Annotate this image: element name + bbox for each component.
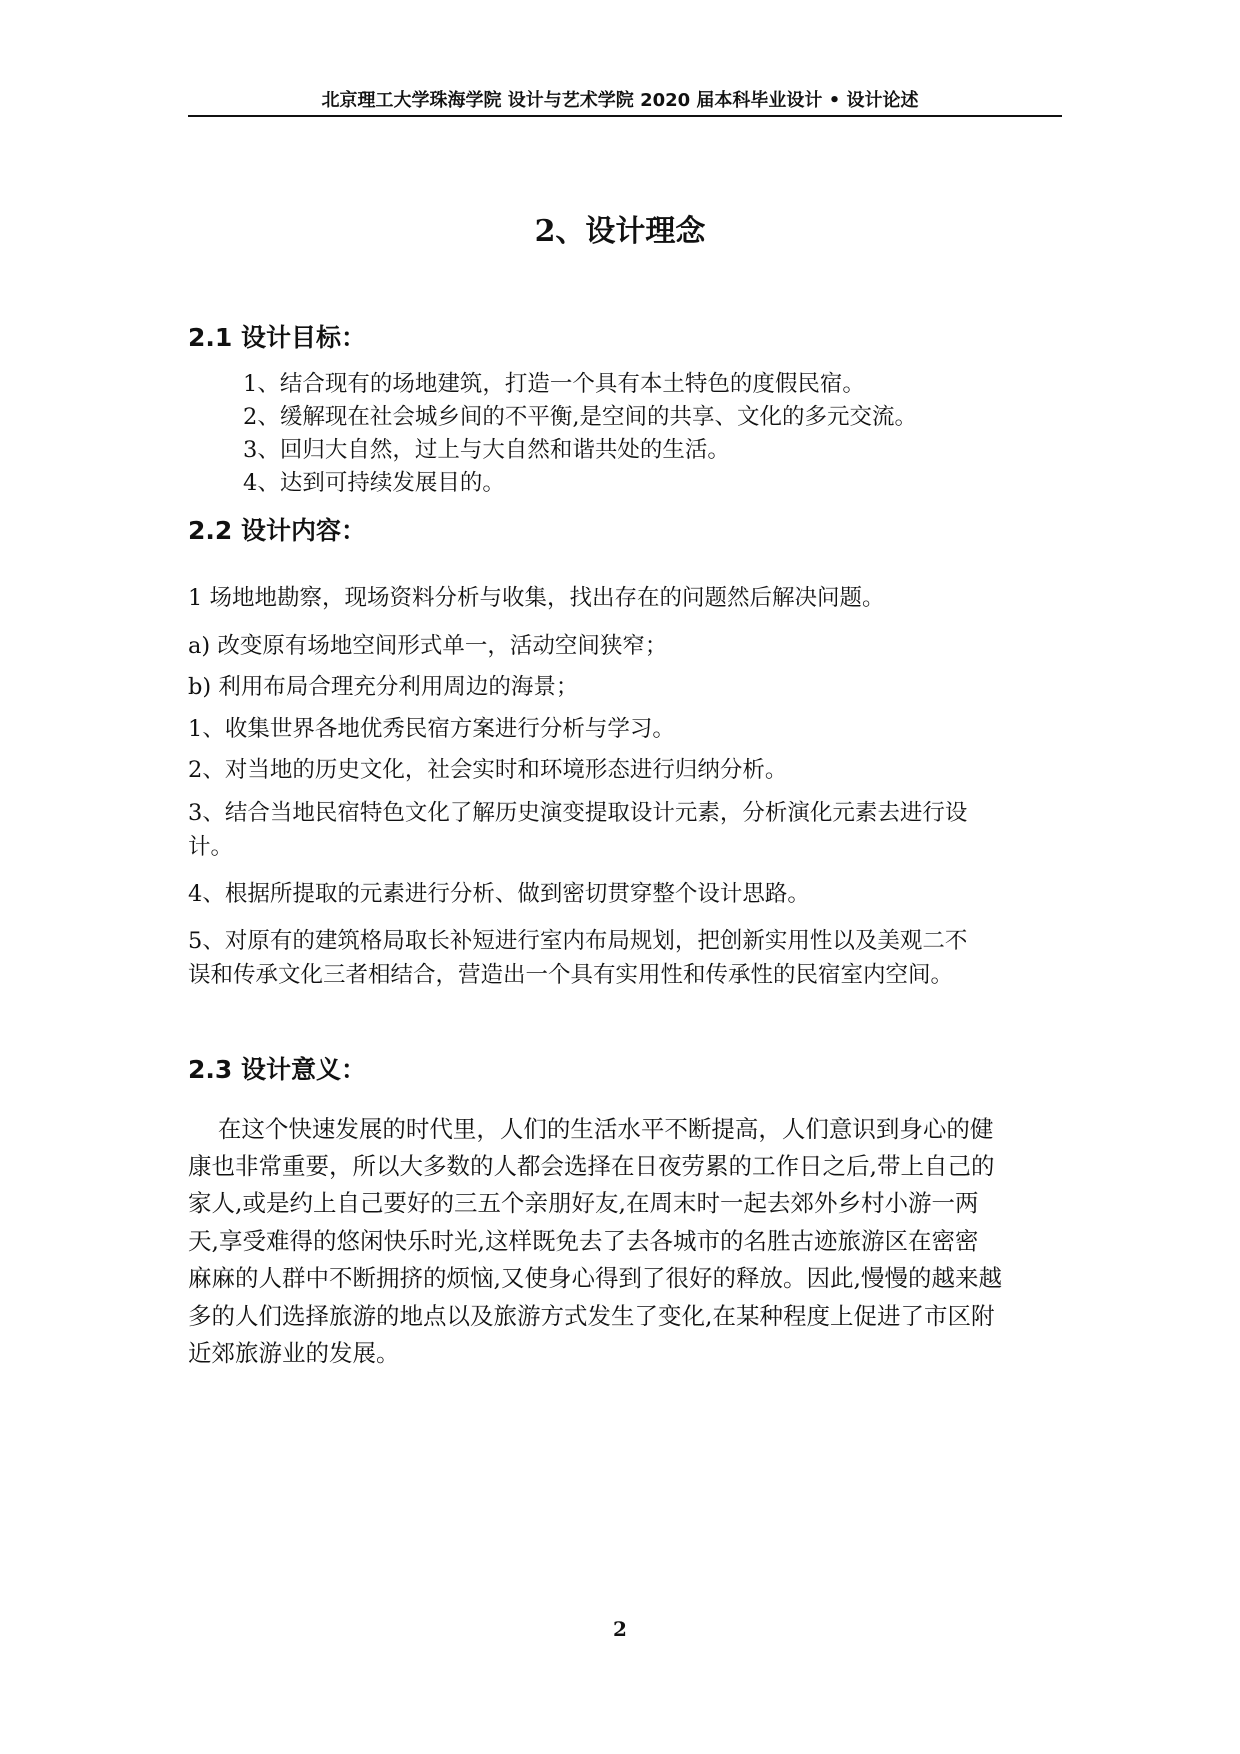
content-line: 4、根据所提取的元素进行分析、做到密切贯穿整个设计思路。: [188, 881, 810, 907]
content-line: 1、收集世界各地优秀民宿方案进行分析与学习。: [188, 716, 675, 742]
content-line: 5、对原有的建筑格局取长补短进行室内布局规划，把创新实用性以及美观二不: [188, 928, 968, 954]
paragraph-line: 天,享受难得的悠闲快乐时光,这样既免去了去各城市的名胜古迹旅游区在密密: [188, 1227, 979, 1255]
content-line: 3、结合当地民宿特色文化了解历史演变提取设计元素，分析演化元素去进行设: [188, 800, 968, 826]
paragraph-line: 康也非常重要，所以大多数的人都会选择在日夜劳累的工作日之后,带上自己的: [188, 1152, 995, 1180]
chapter-title: 2、设计理念: [534, 214, 706, 249]
goal-item: 1、结合现有的场地建筑，打造一个具有本土特色的度假民宿。: [243, 371, 865, 397]
page-number: 2: [613, 1617, 627, 1641]
content-line: 计。: [188, 834, 234, 860]
content-line: 1 场地地勘察，现场资料分析与收集，找出存在的问题然后解决问题。: [188, 585, 885, 611]
section-heading-2-1: 2.1 设计目标：: [188, 323, 366, 352]
content-line: 误和传承文化三者相结合，营造出一个具有实用性和传承性的民宿室内空间。: [188, 962, 954, 988]
content-line: a) 改变原有场地空间形式单一，活动空间狭窄；: [188, 633, 668, 659]
paragraph-line: 在这个快速发展的时代里，人们的生活水平不断提高，人们意识到身心的健: [188, 1115, 994, 1143]
paragraph-line: 家人,或是约上自己要好的三五个亲朋好友,在周末时一起去郊外乡村小游一两: [188, 1189, 979, 1217]
goal-item: 3、回归大自然，过上与大自然和谐共处的生活。: [243, 437, 730, 463]
section-heading-2-2: 2.2 设计内容：: [188, 516, 366, 545]
paragraph-line: 近郊旅游业的发展。: [188, 1339, 400, 1367]
goal-item: 4、达到可持续发展目的。: [243, 470, 505, 496]
paragraph-line: 多的人们选择旅游的地点以及旅游方式发生了变化,在某种程度上促进了市区附: [188, 1302, 995, 1330]
content-line: b) 利用布局合理充分利用周边的海景；: [188, 674, 579, 700]
content-line: 2、对当地的历史文化，社会实时和环境形态进行归纳分析。: [188, 757, 788, 783]
header-rule: [188, 115, 1062, 117]
goal-item: 2、缓解现在社会城乡间的不平衡,是空间的共享、文化的多元交流。: [243, 404, 917, 430]
section-heading-2-3: 2.3 设计意义：: [188, 1055, 366, 1084]
paragraph-line: 麻麻的人群中不断拥挤的烦恼,又使身心得到了很好的释放。因此,慢慢的越来越: [188, 1264, 1002, 1292]
running-header: 北京理工大学珠海学院 设计与艺术学院 2020 届本科毕业设计 • 设计论述: [321, 90, 919, 111]
